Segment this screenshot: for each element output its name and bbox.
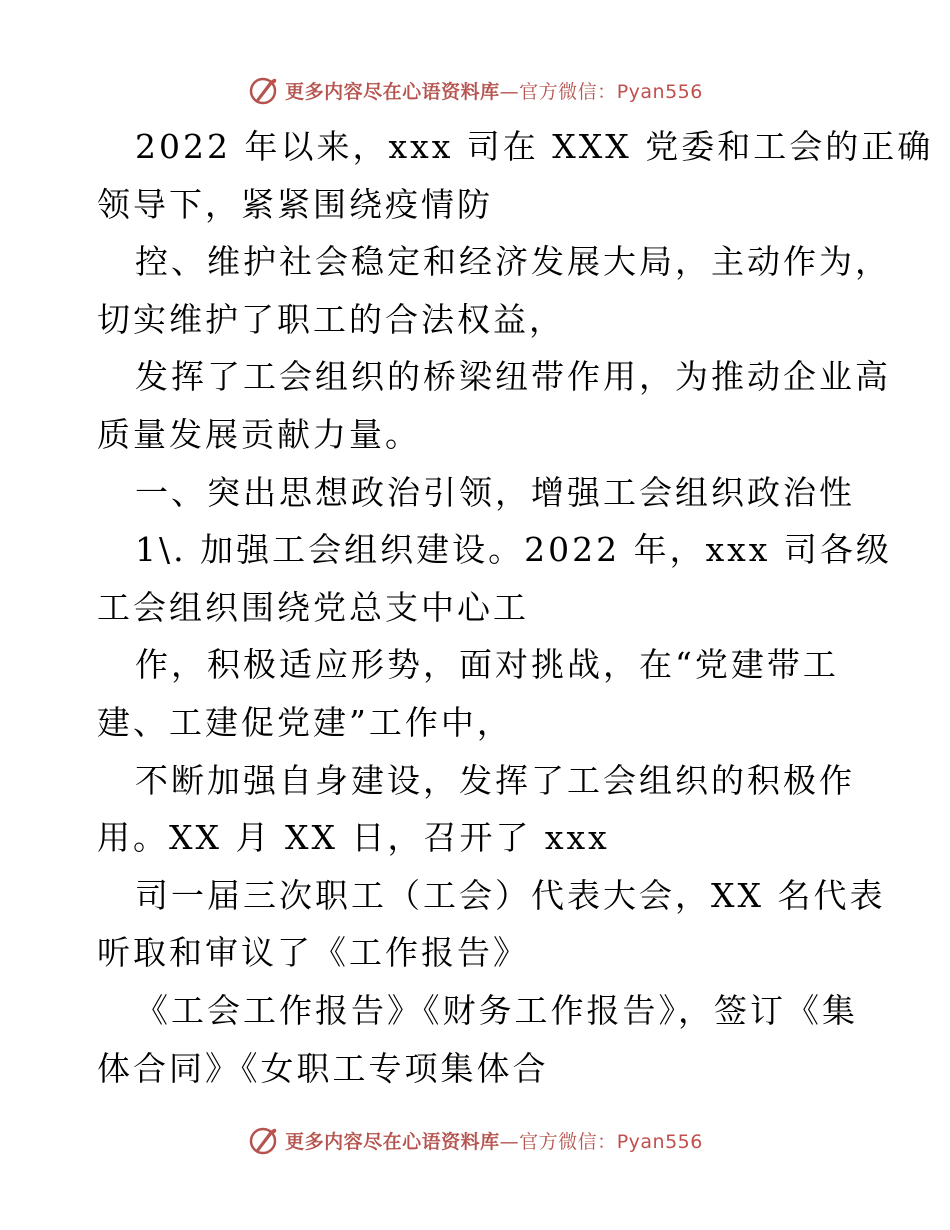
- text-line: 《工会工作报告》《财务工作报告》，签订《集: [135, 990, 858, 1030]
- watermark-separator: —: [499, 1130, 520, 1153]
- watermark-text: [285, 1127, 703, 1154]
- quill-logo-icon: [247, 74, 279, 106]
- text-line: 体合同》《女职工专项集体合: [97, 1048, 549, 1088]
- text-line: 质量发展贡献力量。: [97, 414, 421, 454]
- text-line: 领导下，紧紧围绕疫情防: [97, 184, 493, 224]
- watermark-account: Pyan556: [616, 80, 703, 103]
- text-line: 用。XX 月 XX 日，召开了 xxx: [97, 818, 610, 858]
- text-line: 作，积极适应形势，面对挑战，在“党建带工: [135, 645, 839, 685]
- watermark-account: Pyan556: [616, 1130, 703, 1153]
- text-line: 1\. 加强工会组织建设。2022 年，xxx 司各级: [135, 530, 892, 570]
- text-line: 听取和审议了《工作报告》: [97, 933, 529, 973]
- watermark-main-text: 更多内容尽在心语资料库: [285, 80, 500, 103]
- section-heading: 一、突出思想政治引领，增强工会组织政治性: [135, 472, 855, 512]
- header-watermark: [0, 70, 950, 110]
- text-line: 建、工建促党建”工作中，: [97, 702, 513, 742]
- watermark-text: [285, 77, 703, 104]
- quill-logo-icon: [247, 1124, 279, 1156]
- document-body: [97, 118, 934, 1097]
- footer-watermark: [0, 1120, 950, 1160]
- watermark-main-text: 更多内容尽在心语资料库: [285, 1130, 500, 1153]
- watermark-official-label: 官方微信：: [519, 1130, 617, 1153]
- text-line: 2022 年以来，xxx 司在 XXX 党委和工会的正确: [135, 127, 934, 166]
- text-line: 不断加强自身建设，发挥了工会组织的积极作: [135, 760, 855, 800]
- text-line: 工会组织围绕党总支中心工: [97, 587, 529, 627]
- text-line: 控、维护社会稳定和经济发展大局，主动作为，: [135, 242, 891, 282]
- text-line: 切实维护了职工的合法权益，: [97, 299, 565, 339]
- text-line: 司一届三次职工（工会）代表大会，XX 名代表: [135, 875, 886, 915]
- watermark-official-label: 官方微信：: [519, 80, 617, 103]
- watermark-separator: —: [499, 80, 520, 103]
- text-line: 发挥了工会组织的桥梁纽带作用，为推动企业高: [135, 357, 891, 397]
